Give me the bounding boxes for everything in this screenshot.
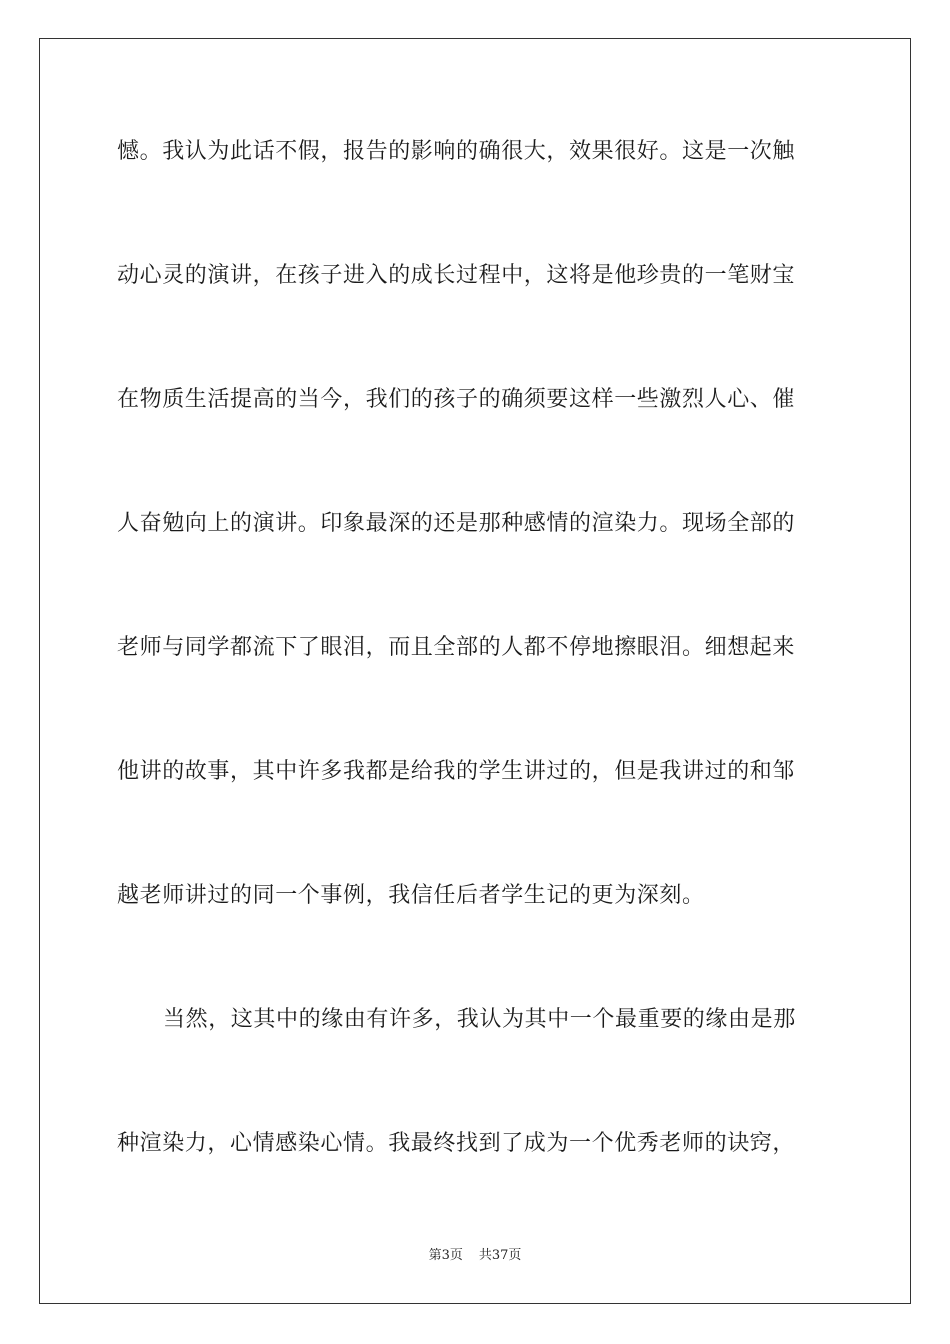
page-frame <box>39 38 911 1304</box>
page-total: 共37页 <box>478 1248 522 1263</box>
page-footer <box>0 1247 950 1265</box>
text-line: 越老师讲过的同一个事例，我信任后者学生记的更为深刻。 <box>117 883 705 908</box>
text-line: 在物质生活提高的当今，我们的孩子的确须要这样一些激烈人心、催 <box>117 387 796 412</box>
text-line-indented: 当然，这其中的缘由有许多，我认为其中一个最重要的缘由是那 <box>163 1007 796 1032</box>
text-line: 种渲染力，心情感染心情。我最终找到了成为一个优秀老师的诀窍， <box>117 1131 796 1156</box>
text-line: 他讲的故事，其中许多我都是给我的学生讲过的，但是我讲过的和邹 <box>117 759 796 784</box>
text-line: 憾。我认为此话不假，报告的影响的确很大，效果很好。这是一次触 <box>117 139 796 164</box>
text-line: 老师与同学都流下了眼泪，而且全部的人都不停地擦眼泪。细想起来 <box>117 635 796 660</box>
text-line: 动心灵的演讲，在孩子进入的成长过程中，这将是他珍贵的一笔财宝 <box>117 263 796 288</box>
text-line: 人奋勉向上的演讲。印象最深的还是那种感情的渲染力。现场全部的 <box>117 511 796 536</box>
page-number: 第3页 <box>428 1248 463 1263</box>
